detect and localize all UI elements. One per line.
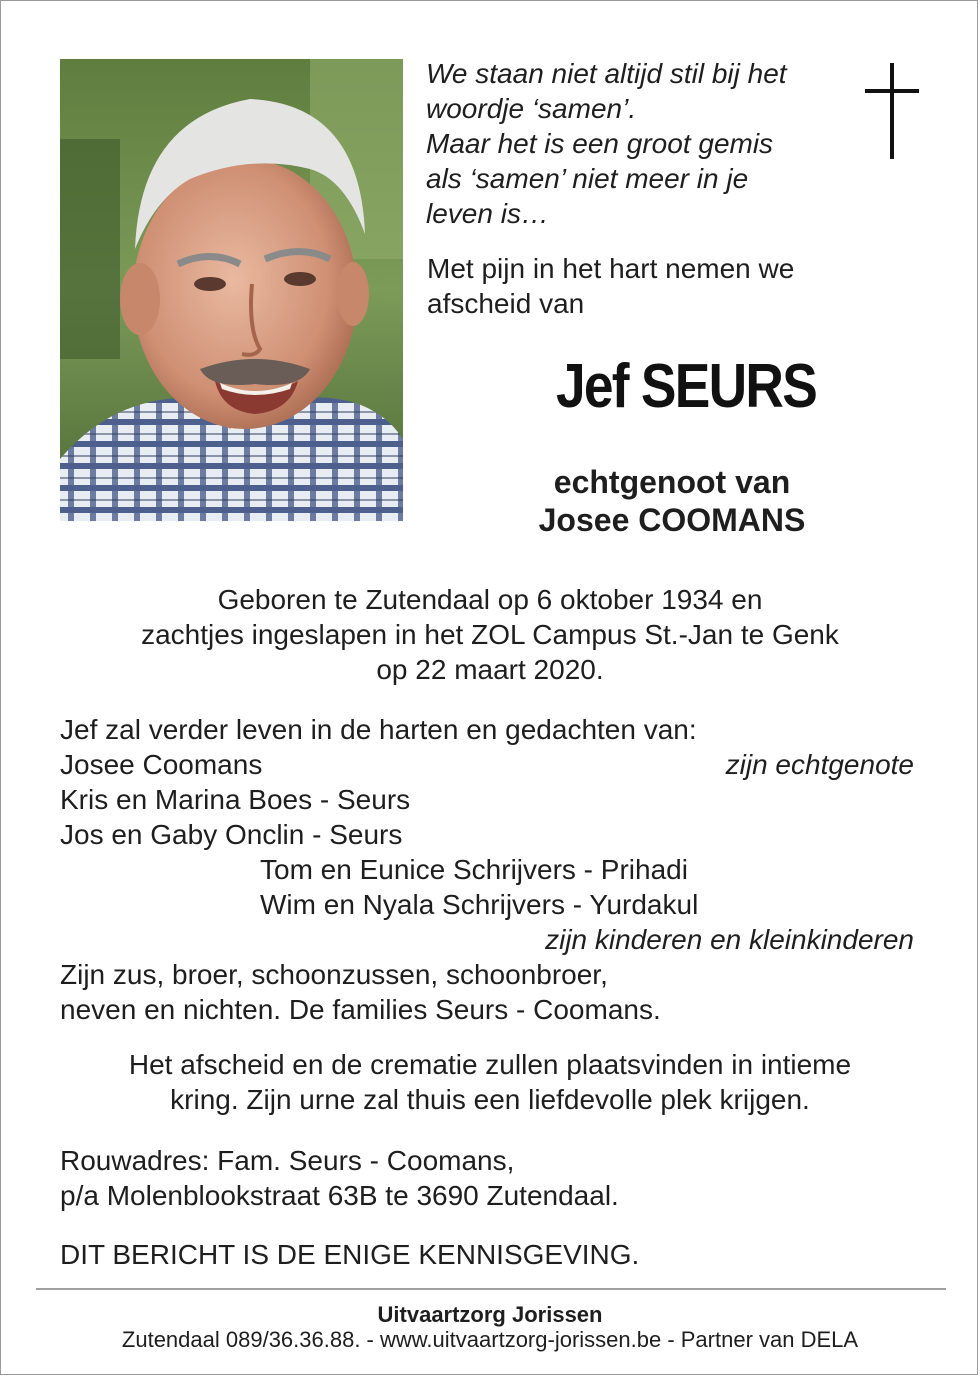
spouse-label: echtgenoot van: [553, 464, 791, 500]
deceased-name: Jef SEURS: [555, 352, 817, 421]
sole-notice: DIT BERICHT IS DE ENIGE KENNISGEVING.: [60, 1239, 640, 1270]
poem-line: als ‘samen’ niet meer in je: [426, 163, 749, 194]
spouse-block: [421, 463, 923, 539]
grandchild-entry: Wim en Nyala Schrijvers - Yurdakul: [260, 889, 699, 920]
ceremony-line: Het afscheid en de crematie zullen plaatsvinden in intieme: [128, 1049, 852, 1080]
family-row-spouse: [60, 747, 914, 782]
child-entry: Jos en Gaby Onclin - Seurs: [60, 819, 403, 850]
relatives-line: neven en nichten. De families Seurs - Coomans.: [60, 994, 661, 1025]
funeral-home-name: Uitvaartzorg Jorissen: [377, 1302, 603, 1327]
intro-text: [427, 251, 794, 321]
portrait-photo: [60, 59, 403, 521]
spouse-name: Josee COOMANS: [538, 502, 806, 538]
poem-line: woordje ‘samen’.: [426, 93, 637, 124]
relatives-line: Zijn zus, broer, schoonzussen, schoonbroer,: [60, 959, 608, 990]
birth-line: op 22 maart 2020.: [376, 654, 604, 685]
intro-line: Met pijn in het hart nemen we: [427, 253, 795, 284]
address-line: Rouwadres: Fam. Seurs - Coomans,: [60, 1145, 515, 1176]
family-list: [60, 712, 914, 1027]
intro-line: afscheid van: [427, 288, 585, 319]
family-heading: Jef zal verder leven in de harten en gedachten van:: [60, 714, 697, 745]
poem-line: leven is…: [426, 198, 549, 229]
divider: [36, 1288, 946, 1290]
ceremony-info: [1, 1047, 979, 1117]
memorial-poem: [426, 56, 787, 231]
cross-icon: [861, 63, 923, 161]
child-entry: Kris en Marina Boes - Seurs: [60, 784, 411, 815]
spouse-entry: Josee Coomans: [60, 749, 263, 780]
spouse-role: zijn echtgenote: [725, 749, 914, 780]
grandchild-entry: Tom en Eunice Schrijvers - Prihadi: [260, 854, 688, 885]
children-role: zijn kinderen en kleinkinderen: [545, 924, 914, 955]
funeral-home-contact: Zutendaal 089/36.36.88. - www.uitvaartzorg-jorissen.be - Partner van DELA: [121, 1327, 859, 1352]
poem-line: Maar het is een groot gemis: [426, 128, 774, 159]
birth-line: zachtjes ingeslapen in het ZOL Campus St.-Jan te Genk: [141, 619, 839, 650]
address-line: p/a Molenblookstraat 63B te 3690 Zutendaal.: [60, 1180, 619, 1211]
birth-line: Geboren te Zutendaal op 6 oktober 1934 en: [217, 584, 763, 615]
birth-death-info: [1, 582, 979, 687]
portrait-image: [60, 59, 403, 521]
ceremony-line: kring. Zijn urne zal thuis een liefdevolle plek krijgen.: [170, 1084, 810, 1115]
mourning-address: [60, 1143, 619, 1213]
poem-line: We staan niet altijd stil bij het: [426, 58, 787, 89]
